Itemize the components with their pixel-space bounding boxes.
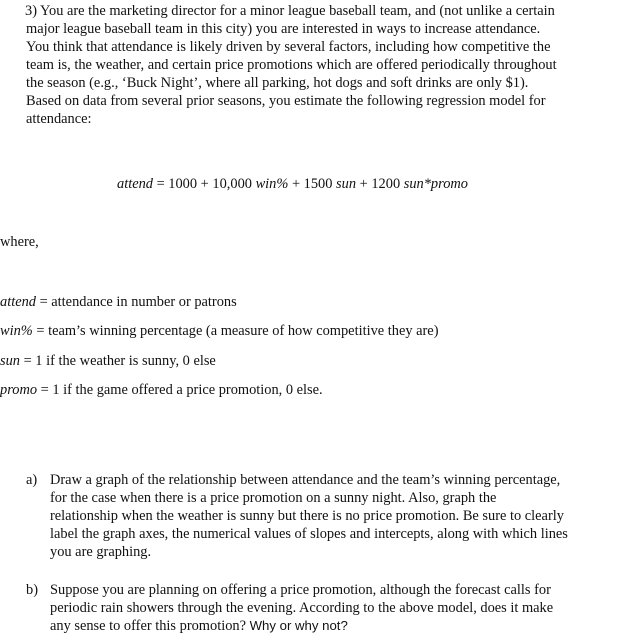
equation-var-win: win% [255,176,289,192]
intro-line: the season (e.g., ‘Buck Night’, where all parking, hot dogs and soft drinks are only $1). [26,75,529,91]
question-a-line: you are graphing. [50,544,152,560]
definition-term: win% [0,323,33,339]
question-a-line: label the graph axes, the numerical values of slopes and intercepts, along with which lines [50,526,568,542]
definition-item [0,322,438,340]
definition-item [0,381,323,399]
question-b-text: any sense to offer this promotion? [50,618,250,634]
definition-term: attend [0,294,36,310]
definition-text: = 1 if the weather is sunny, 0 else [20,353,216,369]
regression-equation [117,175,468,193]
definition-text: = team’s winning percentage (a measure of how competitive they are) [32,323,439,339]
intro-line: team is, the weather, and certain price promotions which are offered periodically throughout [26,57,557,73]
equation-lhs: attend [117,176,153,192]
intro-line: Based on data from several prior seasons, you estimate the following regression model for [26,93,546,109]
definition-text: = attendance in number or patrons [35,294,237,310]
question-b-line: periodic rain showers through the evening. According to the above model, does it make [50,600,554,616]
definition-item [0,352,216,370]
question-a-line: Draw a graph of the relationship between attendance and the team’s winning percentage, [50,472,561,488]
definition-item [0,293,237,311]
equation-var-interaction: sun*promo [403,176,468,192]
question-a-line: for the case when there is a price promotion on a sunny night. Also, graph the [50,490,497,506]
intro-line: major league baseball team in this city) you are interested in ways to increase attendance. [26,21,541,37]
definition-term: promo [0,382,38,398]
equation-var-sun: sun [336,176,357,192]
question-b-last-line [50,617,348,635]
question-b-followup: Why or why not? [249,618,348,633]
question-a-line: relationship when the weather is sunny but there is no price promotion. Be sure to clearly [50,508,564,524]
equation-constant: = 1000 + 10,000 [152,176,256,192]
equation-term: + 1500 [288,176,337,192]
question-b-line: Suppose you are planning on offering a price promotion, although the forecast calls for [50,582,551,598]
where-label: where, [0,234,39,250]
equation-term: + 1200 [356,176,404,192]
intro-line: 3) You are the marketing director for a minor league baseball team, and (not unlike a certain [25,3,555,19]
question-b-label: b) [26,582,38,598]
intro-line: attendance: [26,111,92,127]
intro-line: You think that attendance is likely driven by several factors, including how competitive the [26,39,551,55]
question-a-label: a) [26,472,38,488]
definition-term: sun [0,353,20,369]
definition-text: = 1 if the game offered a price promotion, 0 else. [37,382,323,398]
